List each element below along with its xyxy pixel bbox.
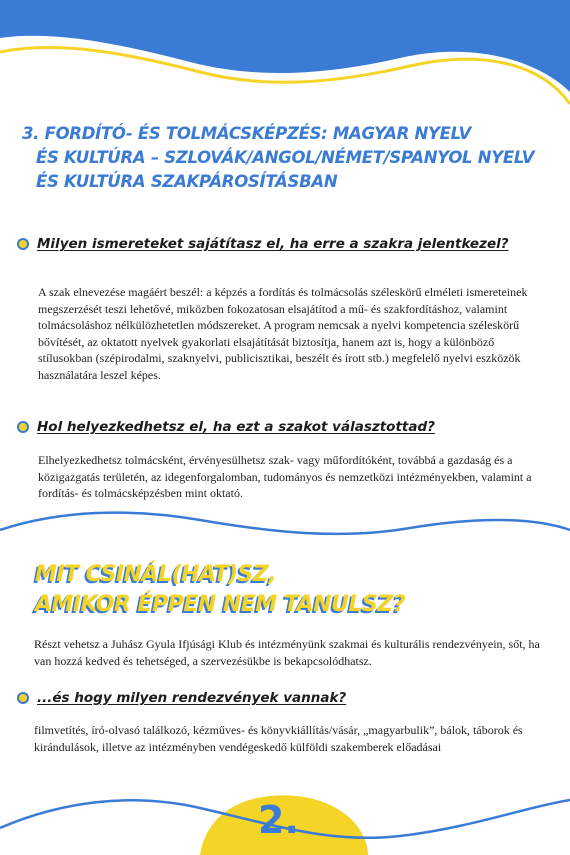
section-2-text: Részt vehetsz a Juhász Gyula Ifjúsági Klub és intézményünk szakmai és kulturális rendezvényein, sőt, ha van hozzá kedved és tehetséged, a szervezésükbe is bekapcsolódhatsz. [34, 637, 540, 668]
section-2-heading-line-1: MIT CSINÁL(HAT)SZ, [35, 562, 277, 587]
question-3 [17, 690, 537, 707]
section-2-heading [35, 560, 405, 620]
question-2-text: Hol helyezkedhetsz el, ha ezt a szakot választottad? [37, 419, 435, 435]
bullet-dot-icon [17, 238, 29, 250]
question-2 [17, 419, 537, 436]
answer-1: A szak elnevezése magáért beszél: a képzés a fordítás és tolmácsolás széleskörű elméleti ismereteinek megszerzését teszi lehetővé, miközben fokozatosan elsajátítod a mű- és szakfordításhoz, valamint tolmácsoláshoz nélkülözhetetlen módszereket. A program nemcsak a nyelvi kompetencia széleskörű bővítését, az oktatott nyelvek gyakorlati elsajátítását biztosítja, hanem azt is, hogy a különböző stílusokban (szépirodalmi, szaknyelvi, publicisztikai, beszélt és írott stb.) megfelelő nyelvi eszközök használatára leszel képes. [38, 285, 528, 382]
question-1 [17, 236, 537, 253]
section-title [22, 122, 562, 194]
section-title-line-2: ÉS KULTÚRA – SZLOVÁK/ANGOL/NÉMET/SPANYOL NYELV [36, 148, 535, 167]
section-2-heading-line-2: AMIKOR ÉPPEN NEM TANULSZ? [35, 592, 406, 617]
section-title-line-3: ÉS KULTÚRA SZAKPÁROSÍTÁSBAN [36, 172, 338, 191]
question-3-text: ...és hogy milyen rendezvények vannak? [37, 690, 347, 706]
question-1-text: Milyen ismereteket sajátítasz el, ha erre a szakra jelentkezel? [37, 236, 509, 252]
answer-3: filmvetítés, író-olvasó találkozó, kézműves- és könyvkiállítás/vásár, „magyarbulik”, bálok, táborok és kirándulások, illetve az intézményben vendégeskedő külföldi szakemberek előadásai [34, 723, 523, 754]
answer-2: Elhelyezkedhetsz tolmácsként, érvényesülhetsz szak- vagy műfordítóként, továbbá a gazdaság és a közigazgatás területén, az idegenforgalomban, tudományos és nemzetközi intézményekben, valamint a fordítás- és tolmácsképzésben mint oktató. [38, 453, 532, 500]
bullet-dot-icon [17, 692, 29, 704]
section-title-line-1: 3. FORDÍTÓ- ÉS TOLMÁCSKÉPZÉS: MAGYAR NYELV [22, 124, 471, 143]
bullet-dot-icon [17, 421, 29, 433]
top-wave [0, 0, 570, 92]
middle-wave-line [0, 513, 570, 534]
page-number: 2. [258, 798, 299, 842]
